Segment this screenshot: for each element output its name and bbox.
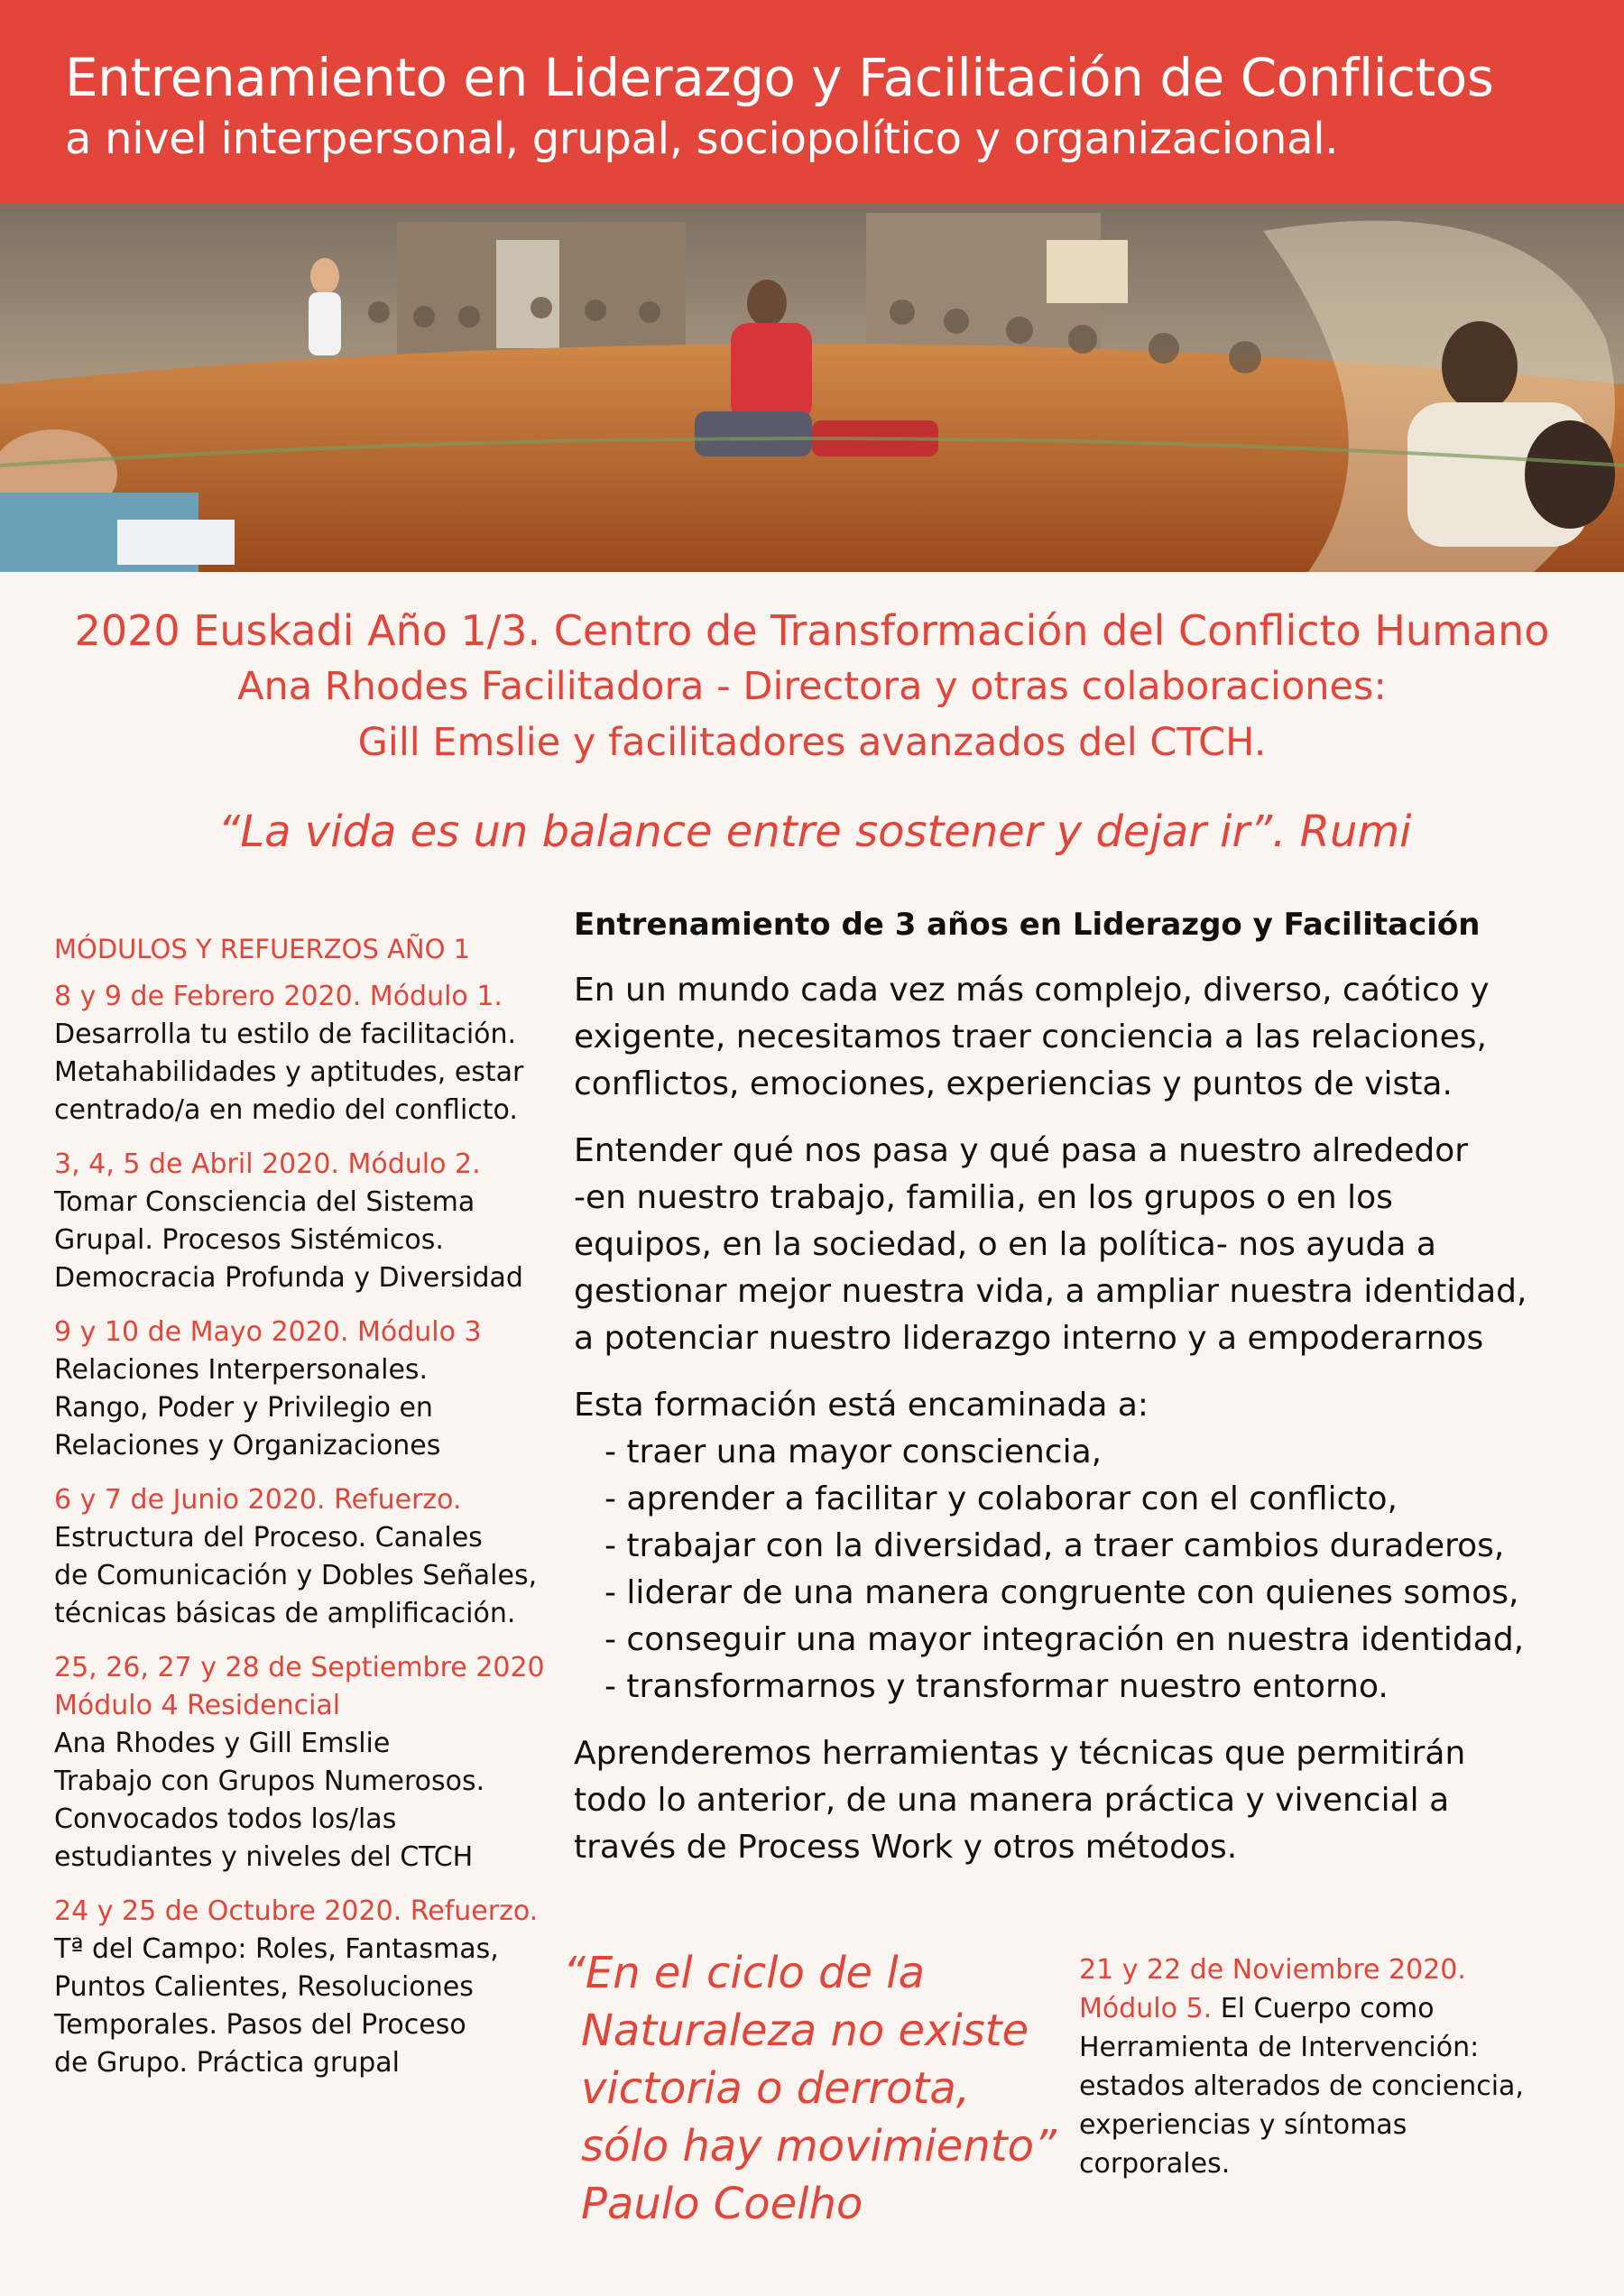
- module-text: Grupal. Procesos Sistémicos.: [54, 1224, 444, 1256]
- event-title: 2020 Euskadi Año 1/3. Centro de Transformación del Conflicto Humano: [74, 606, 1550, 655]
- quote-line: sólo hay movimiento”: [581, 2121, 1057, 2172]
- module-text: técnicas básicas de amplificación.: [54, 1598, 516, 1629]
- quote-line: victoria o derrota,: [581, 2063, 971, 2114]
- module-date: 6 y 7 de Junio 2020. Refuerzo.: [54, 1484, 462, 1516]
- paragraph-line: En un mundo cada vez más complejo, diverso, caótico y: [574, 972, 1490, 1009]
- page-title: Entrenamiento en Liderazgo y Facilitación de Conflictos: [65, 47, 1494, 108]
- module-item: [54, 1314, 559, 1465]
- module-text: Desarrolla tu estilo de facilitación.: [54, 1019, 517, 1050]
- module-text: Herramienta de Intervención:: [1079, 2032, 1480, 2063]
- group-workshop-photo: [0, 204, 1624, 572]
- module-item: [54, 1649, 559, 1876]
- goal-item: - transformarnos y transformar nuestro entorno.: [604, 1668, 1389, 1705]
- module-text: experiencias y síntomas: [1079, 2109, 1407, 2141]
- collaborators-line: Gill Emslie y facilitadores avanzados del CTCH.: [357, 720, 1267, 765]
- workshop-photo-illustration: [0, 204, 1624, 572]
- module-date: 8 y 9 de Febrero 2020. Módulo 1.: [54, 981, 503, 1012]
- methods-paragraph: [574, 1730, 1575, 1871]
- module-text: Puntos Calientes, Resoluciones: [54, 1971, 474, 2003]
- module-date: 3, 4, 5 de Abril 2020. Módulo 2.: [54, 1148, 481, 1180]
- paragraph-line: gestionar mejor nuestra vida, a ampliar nuestra identidad,: [574, 1273, 1527, 1310]
- module-text: Ana Rhodes y Gill Emslie: [54, 1728, 391, 1759]
- title-banner: [0, 0, 1624, 204]
- goals-intro: Esta formación está encaminada a:: [574, 1387, 1149, 1424]
- module-text: Democracia Profunda y Diversidad: [54, 1262, 523, 1294]
- page-subtitle: a nivel interpersonal, grupal, sociopolítico y organizacional.: [65, 114, 1339, 164]
- paragraph-line: -en nuestro trabajo, familia, en los grupos o en los: [574, 1179, 1393, 1216]
- module-text: El Cuerpo como: [1212, 1993, 1435, 2024]
- paragraph-line: Entender qué nos pasa y qué pasa a nuestro alrededor: [574, 1132, 1469, 1169]
- description-column: [574, 902, 1575, 1891]
- paragraph-line: Aprenderemos herramientas y técnicas que permitirán: [574, 1735, 1466, 1772]
- module-date: 25, 26, 27 y 28 de Septiembre 2020: [54, 1652, 545, 1683]
- module-text: Trabajo con Grupos Numerosos.: [54, 1766, 485, 1797]
- event-heading: [0, 603, 1624, 770]
- paragraph-line: exigente, necesitamos traer conciencia a las relaciones,: [574, 1019, 1487, 1056]
- module-text: centrado/a en medio del conflicto.: [54, 1094, 518, 1126]
- paragraph-line: equipos, en la sociedad, o en la política- nos ayuda a: [574, 1226, 1436, 1263]
- module-text: estados alterados de conciencia,: [1079, 2070, 1524, 2102]
- intro-paragraph: [574, 967, 1575, 1108]
- module-text: Tª del Campo: Roles, Fantasmas,: [54, 1933, 499, 1965]
- goal-item: - aprender a facilitar y colaborar con el conflicto,: [604, 1480, 1398, 1517]
- paragraph-line: conflictos, emociones, experiencias y puntos de vista.: [574, 1065, 1453, 1102]
- module-5-item: [1079, 1950, 1602, 2183]
- module-date: 9 y 10 de Mayo 2020. Módulo 3: [54, 1316, 482, 1348]
- module-item: [54, 978, 559, 1130]
- module-text: estudiantes y niveles del CTCH: [54, 1841, 474, 1873]
- module-text: de Comunicación y Dobles Señales,: [54, 1560, 538, 1591]
- module-text: Rango, Poder y Privilegio en: [54, 1392, 433, 1424]
- coelho-quote: [563, 1944, 1068, 2233]
- module-date: Módulo 5.: [1079, 1993, 1213, 2024]
- goal-item: - conseguir una mayor integración en nuestra identidad,: [604, 1621, 1525, 1658]
- paragraph-line: todo lo anterior, de una manera práctica y vivencial a: [574, 1782, 1450, 1819]
- goal-item: - liderar de una manera congruente con quienes somos,: [604, 1574, 1519, 1611]
- quote-author: Paulo Coelho: [581, 2179, 863, 2229]
- modules-column: [54, 929, 559, 2098]
- module-text: Convocados todos los/las: [54, 1803, 397, 1835]
- module-date: 24 y 25 de Octubre 2020. Refuerzo.: [54, 1895, 539, 1927]
- module-text: Estructura del Proceso. Canales: [54, 1522, 483, 1554]
- goal-item: - traer una mayor consciencia,: [604, 1434, 1103, 1471]
- quote-line: “En el ciclo de la: [563, 1948, 926, 1998]
- modules-heading: MÓDULOS Y REFUERZOS AÑO 1: [54, 934, 471, 964]
- module-text: Relaciones Interpersonales.: [54, 1354, 429, 1386]
- module-date: Módulo 4 Residencial: [54, 1690, 341, 1721]
- module-text: de Grupo. Práctica grupal: [54, 2047, 401, 2079]
- quote-line: Naturaleza no existe: [581, 2006, 1029, 2056]
- module-item: [54, 1481, 559, 1633]
- module-text: corporales.: [1079, 2148, 1231, 2180]
- module-item: [54, 1146, 559, 1297]
- module-text: Relaciones y Organizaciones: [54, 1430, 441, 1462]
- paragraph-line: a potenciar nuestro liderazgo interno y a empoderarnos: [574, 1320, 1484, 1357]
- context-paragraph: [574, 1128, 1575, 1362]
- module-text: Tomar Consciencia del Sistema: [54, 1186, 475, 1218]
- goal-item: - trabajar con la diversidad, a traer cambios duraderos,: [604, 1527, 1505, 1564]
- rumi-quote: “La vida es un balance entre sostener y dejar ir”. Rumi: [217, 807, 1412, 857]
- module-date: 21 y 22 de Noviembre 2020.: [1079, 1954, 1466, 1986]
- module-text: Metahabilidades y aptitudes, estar: [54, 1056, 524, 1088]
- module-text: Temporales. Pasos del Proceso: [54, 2009, 466, 2041]
- facilitator-line: Ana Rhodes Facilitadora - Directora y otras colaboraciones:: [237, 664, 1387, 709]
- module-item: [54, 1893, 559, 2082]
- section-title: Entrenamiento de 3 años en Liderazgo y Facilitación: [574, 907, 1481, 943]
- module-title-line: [1079, 1989, 1602, 2028]
- goals-paragraph: [574, 1382, 1575, 1710]
- paragraph-line: través de Process Work y otros métodos.: [574, 1829, 1238, 1866]
